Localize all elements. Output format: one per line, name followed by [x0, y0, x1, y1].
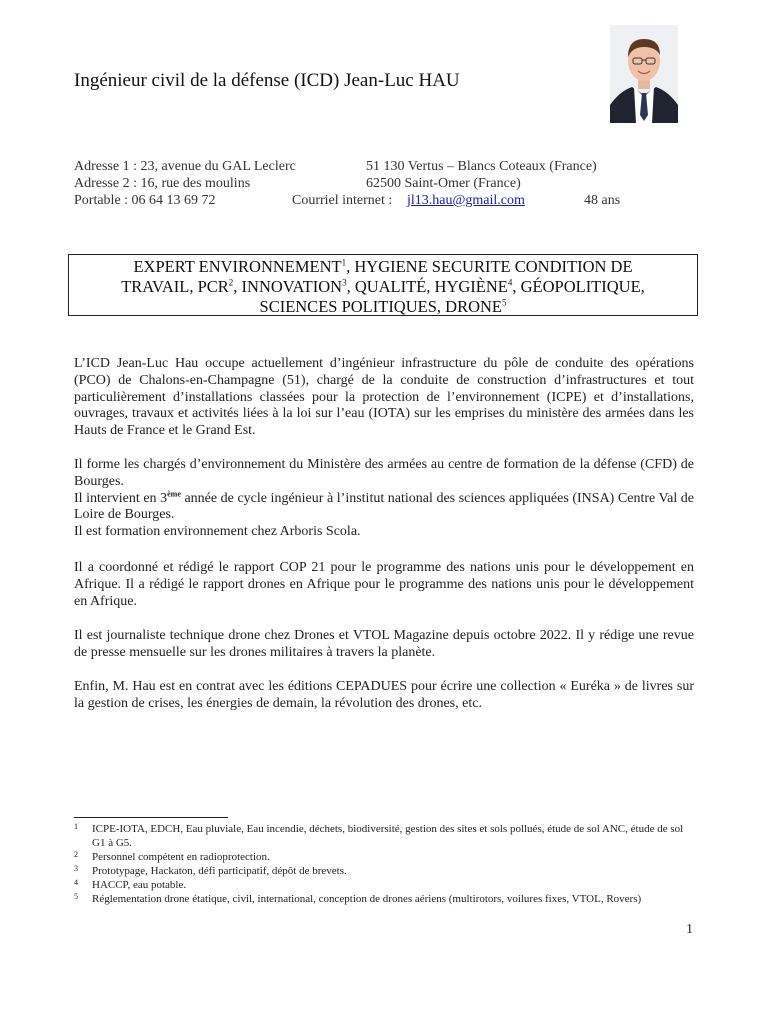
paragraph-text: Il intervient en 3 — [74, 490, 168, 506]
expertise-text: , INNOVATION — [233, 277, 343, 296]
expertise-text: TRAVAIL, PCR — [121, 277, 229, 296]
footnote — [74, 892, 698, 906]
footnote-ref[interactable]: 3 — [342, 277, 347, 288]
page-title: Ingénieur civil de la défense (ICD) Jean-Luc HAU — [74, 70, 460, 91]
footnote-number: 5 — [74, 892, 78, 901]
footnotes — [74, 822, 698, 906]
phone: Portable : 06 64 13 69 72 — [74, 193, 216, 208]
bio-paragraph-5 — [74, 679, 694, 713]
bio-paragraph-3 — [74, 560, 694, 610]
footnote-number: 3 — [74, 864, 78, 873]
footnote — [74, 822, 698, 850]
expertise-text: , QUALITÉ, HYGIÈNE — [346, 277, 508, 296]
footnote — [74, 850, 698, 864]
footnote-text: Prototypage, Hackaton, défi participatif, dépôt de brevets. — [92, 865, 347, 877]
paragraph-text — [74, 488, 694, 525]
expertise-line-2 — [69, 277, 697, 297]
paragraph-text: L’ICD Jean-Luc Hau occupe actuellement d’ingénieur infrastructure du pôle de conduite des opérations (PCO) de Chalons-en-Champagne (51), chargé de la conduite de construction d’infrastructures et tout particulièrement d’installations classées pour la protection de l’environnement (ICPE) et d’installations, ouvrages, travaux et activités liées à la loi sur l’eau (IOTA) sur les emprises du ministère des armées dans les Hauts de France et le Grand Est. — [74, 356, 694, 439]
footnote-separator — [74, 817, 228, 818]
footnote-number: 1 — [74, 822, 78, 831]
superscript: ème — [167, 488, 181, 498]
bio-paragraph-1 — [74, 356, 694, 440]
expertise-text: , GÉOPOLITIQUE, — [512, 277, 645, 296]
bio-paragraph-4 — [74, 628, 694, 662]
footnote-ref[interactable]: 2 — [228, 277, 234, 288]
footnote-ref[interactable]: 4 — [507, 277, 513, 288]
address-1-city: 51 130 Vertus – Blancs Coteaux (France) — [366, 159, 597, 174]
address-2-city: 62500 Saint-Omer (France) — [366, 176, 521, 191]
footnote — [74, 864, 698, 878]
footnote-ref[interactable]: 5 — [501, 297, 507, 308]
address-2: Adresse 2 : 16, rue des moulins — [74, 176, 251, 191]
expertise-line-3 — [69, 297, 697, 317]
email-link[interactable]: jl13.hau@gmail.com — [407, 193, 525, 208]
footnote — [74, 878, 698, 892]
paragraph-text: Il forme les chargés d’environnement du Ministère des armées au centre de formation de la défense (CFD) de Bourges. — [74, 457, 694, 489]
footnote-number: 2 — [74, 850, 78, 859]
footnote-text: ICPE-IOTA, EDCH, Eau pluviale, Eau incendie, déchets, biodiversité, gestion des sites et sols pollués, étude de sol ANC, étude de sol G1 à G5. — [92, 823, 684, 849]
expertise-line-1 — [69, 257, 697, 277]
footnote-ref[interactable]: 1 — [341, 257, 347, 268]
paragraph-text: Enfin, M. Hau est en contrat avec les éditions CEPADUES pour écrire une collection « Euréka » de livres sur la gestion de crises, les énergies de demain, la révolution des drones, etc. — [74, 679, 694, 711]
age: 48 ans — [584, 193, 621, 208]
footnote-text: Personnel compétent en radioprotection. — [92, 851, 270, 863]
paragraph-text: Il est formation environnement chez Arboris Scola. — [74, 524, 361, 540]
paragraph-text: Il a coordonné et rédigé le rapport COP 21 pour le programme des nations unis pour le développement en Afrique. Il a rédigé le rapport drones en Afrique pour le programme des nations unis pour le développement en Afrique. — [74, 560, 694, 609]
footnote-number: 4 — [74, 878, 78, 887]
page-number: 1 — [686, 922, 693, 937]
bio-paragraph-2 — [74, 457, 694, 541]
email-label: Courriel internet : — [292, 193, 393, 208]
footnote-text: Réglementation drone étatique, civil, international, conception de drones aériens (multirotors, voilures fixes, VTOL, Rovers) — [92, 893, 642, 905]
footnote-text: HACCP, eau potable. — [92, 879, 187, 891]
paragraph-text: Il est journaliste technique drone chez Drones et VTOL Magazine depuis octobre 2022. Il y rédige une revue de presse mensuelle sur les drones militaires à travers la planète. — [74, 628, 694, 660]
expertise-text: , HYGIENE SECURITE CONDITION DE — [346, 257, 633, 276]
paragraph-text: année de cycle ingénieur à l’institut national des sciences appliquées (INSA) Centre Val de Loire de Bourges. — [74, 490, 694, 523]
profile-photo — [610, 25, 678, 123]
expertise-box — [68, 254, 698, 316]
expertise-text: SCIENCES POLITIQUES, DRONE — [259, 297, 502, 316]
address-1: Adresse 1 : 23, avenue du GAL Leclerc — [74, 159, 296, 174]
expertise-text: EXPERT ENVIRONNEMENT — [133, 257, 342, 276]
